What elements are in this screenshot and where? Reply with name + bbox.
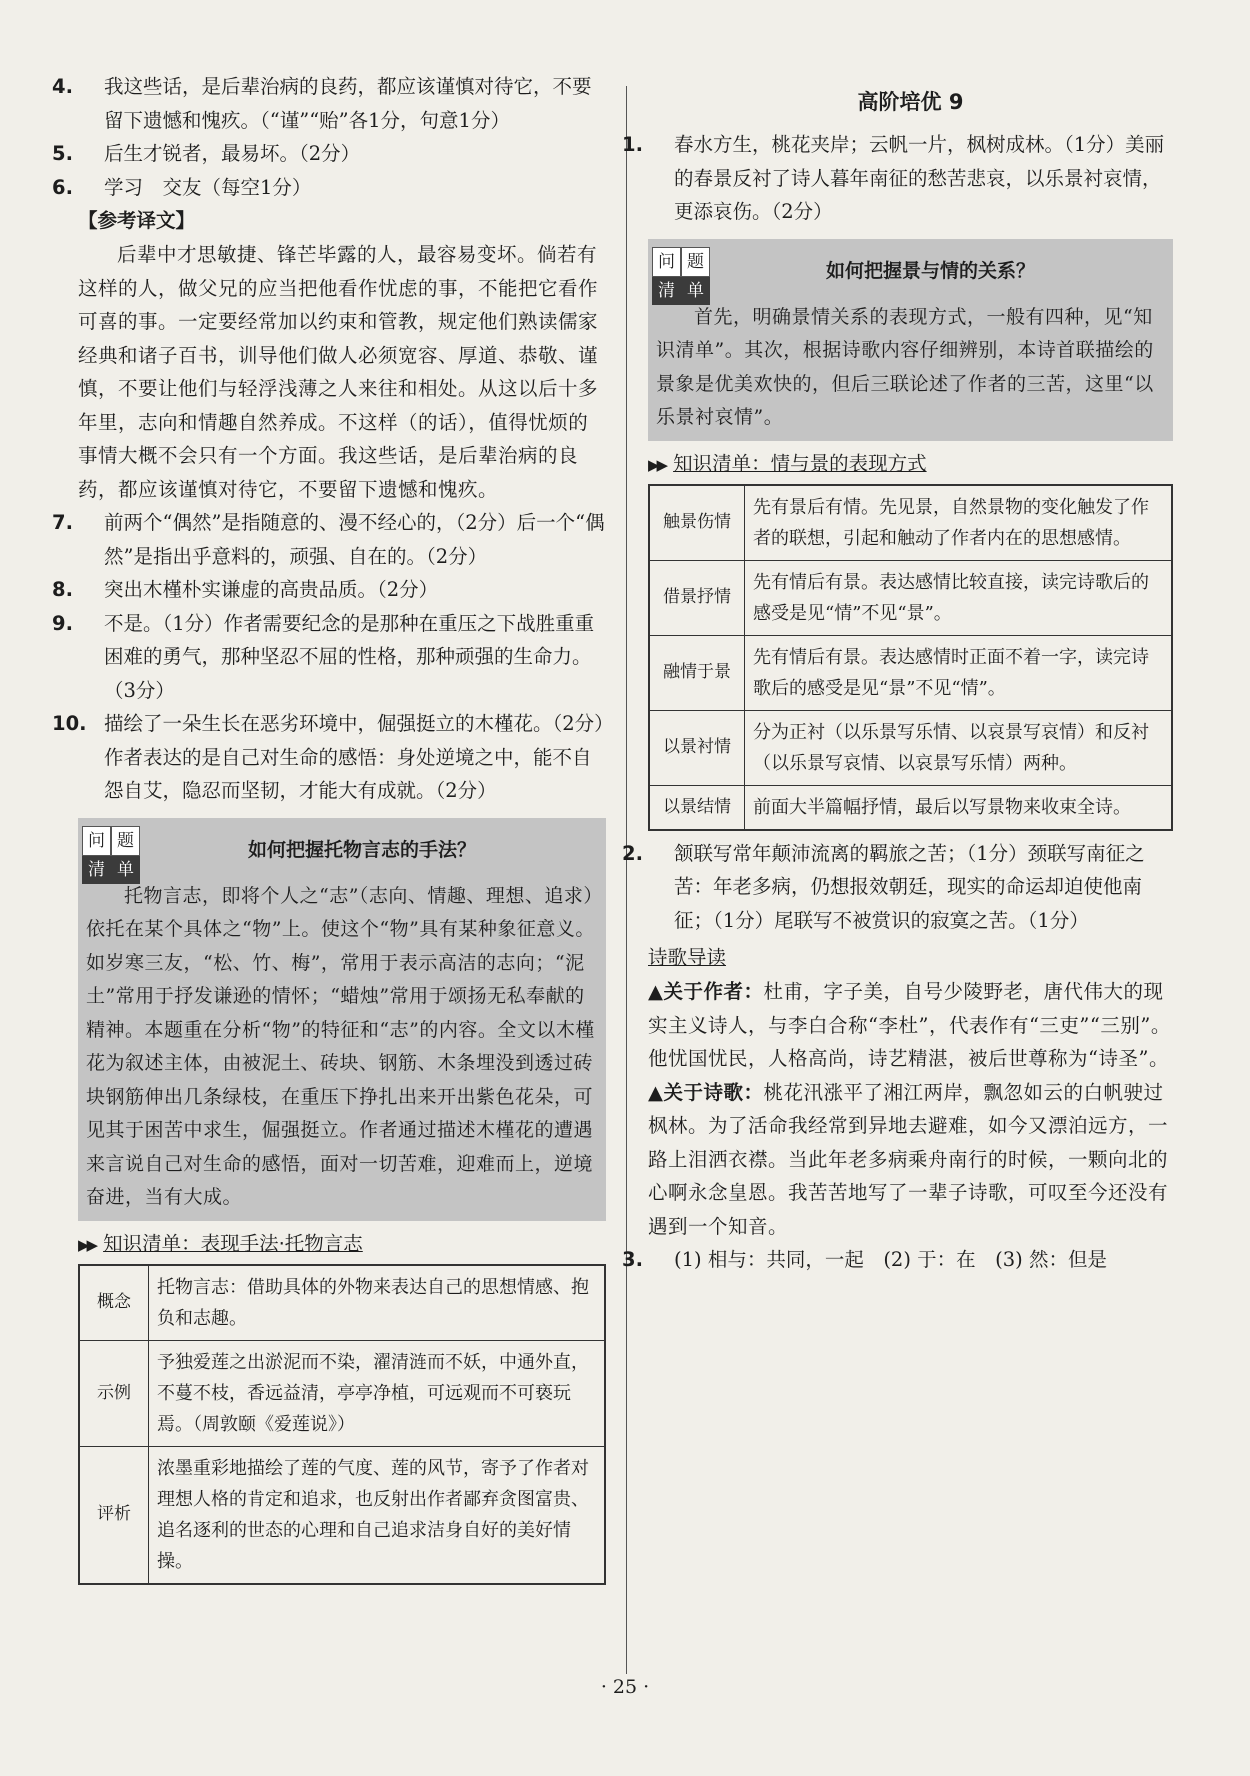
- answer-1: 1. 春水方生，桃花夹岸；云帆一片，枫树成林。（1分）美丽的春景反衬了诗人暮年南征的愁苦悲哀，以乐景衬哀情，更添哀伤。（2分）: [622, 133, 1165, 223]
- answer-8: 8. 突出木槿朴实谦虚的高贵品质。（2分）: [52, 578, 439, 601]
- answer-4: 4. 我这些话，是后辈治病的良药，都应该谨慎对待它，不要留下遗憾和愧疚。（“谨”“贻”各1分，句意1分）: [52, 75, 592, 132]
- translation-text: 后辈中才思敏捷、锋芒毕露的人，最容易变坏。倘若有这样的人，做父兄的应当把他看作忧虑的事，不能把它看作可喜的事。一定要经常加以约束和管教，规定他们熟读儒家经典和诸子百书，训导他们做人必须宽容、厚道、恭敬、谨慎，不要让他们与轻浮浅薄之人来往和相处。从这以后十多年里，志向和情趣自然养成。不这样（的话），值得忧烦的事情大概不会只有一个方面。我这些话，是后辈治病的良药，都应该谨慎对待它，不要留下遗憾和愧疚。: [78, 243, 599, 501]
- column-divider: [626, 86, 627, 1674]
- table-row: 借景抒情 先有情后有景。表达感情比较直接，读完诗歌后的感受是见“情”不见“景”。: [649, 560, 1172, 635]
- knowledge-table: [78, 1264, 606, 1585]
- knowledge-list-title: ▶▶ 知识清单：情与景的表现方式: [648, 451, 927, 475]
- table-row: 触景伤情 先有景后有情。先见景，自然景物的变化触发了作者的联想，引起和触动了作者内在的思想感情。: [649, 485, 1172, 561]
- box-title: 如何把握托物言志的手法？: [247, 838, 476, 861]
- about-author: ▲关于作者：杜甫，字子美，自号少陵野老，唐代伟大的现实主义诗人，与李白合称“李杜”，代表作有“三吏”“三别”。他忧国忧民，人格高尚，诗艺精湛，被后世尊称为“诗圣”。: [648, 980, 1171, 1070]
- question-list-box: [648, 239, 1173, 441]
- translation-label: 【参考译文】: [78, 209, 196, 232]
- knowledge-list-title: ▶▶ 知识清单：表现手法·托物言志: [78, 1231, 363, 1255]
- answer-9: 9. 不是。（1分）作者需要纪念的是那种在重压之下战胜重重困难的勇气，那种坚忍不屈的性格，那种顽强的生命力。（3分）: [52, 611, 595, 702]
- question-list-box: [78, 818, 606, 1221]
- answer-7: 7. 前两个“偶然”是指随意的、漫不经心的，（2分）后一个“偶然”是指出乎意料的，顽强、自在的。（2分）: [52, 511, 605, 568]
- answer-5: 5. 后生才锐者，最易坏。（2分）: [52, 142, 361, 165]
- answer-2: 2. 颔联写常年颠沛流离的羁旅之苦；（1分）颈联写南征之苦：年老多病，仍想报效朝廷，现实的命运却迫使他南征；（1分）尾联写不被赏识的寂寞之苦。（1分）: [622, 841, 1145, 932]
- left-column: [52, 70, 606, 1585]
- box-text: 首先，明确景情关系的表现方式，一般有四种，见“知识清单”。其次，根据诗歌内容仔细辨别，本诗首联描绘的景象是优美欢快的，但后三联论述了作者的三苦，这里“以乐景衬哀情”。: [656, 305, 1154, 428]
- double-arrow-icon: ▶▶: [648, 455, 666, 474]
- double-arrow-icon: ▶▶: [78, 1235, 96, 1254]
- answer-6: 6. 学习 交友（每空1分）: [52, 175, 312, 199]
- box-title: 如何把握景与情的关系？: [825, 259, 1035, 282]
- right-column: [622, 70, 1173, 1277]
- table-row: 融情于景 先有情后有景。表达感情时正面不着一字，读完诗歌后的感受是见“景”不见“情”。: [649, 635, 1172, 710]
- table-row: 评析 浓墨重彩地描绘了莲的气度、莲的风节，寄予了作者对理想人格的肯定和追求，也反射出作者鄙弃贪图富贵、追名逐利的世态的心理和自己追求洁身自好的美好情操。: [79, 1446, 605, 1584]
- section-title: 高阶培优 9: [857, 90, 964, 114]
- about-poem: ▲关于诗歌：桃花汛涨平了湘江两岸，飘忽如云的白帆驶过枫林。为了活命我经常到异地去避难，如今又漂泊远方，一路上泪洒衣襟。当此年老多病乘舟南行的时候，一颗向北的心啊永念皇恩。我苦苦地写了一辈子诗歌，可叹至今还没有遇到一个知音。: [648, 1080, 1169, 1238]
- page-number: · 25 ·: [600, 1676, 650, 1698]
- knowledge-table: [648, 484, 1173, 831]
- question-list-badge: 问 题 清 单: [652, 247, 710, 303]
- table-row: 概念 托物言志：借助具体的外物来表达自己的思想情感、抱负和志趣。: [79, 1265, 605, 1341]
- table-row: 以景结情 前面大半篇幅抒情，最后以写景物来收束全诗。: [649, 785, 1172, 830]
- table-row: 示例 予独爱莲之出淤泥而不染，濯清涟而不妖，中通外直，不蔓不枝，香远益清，亭亭净植，可远观而不可亵玩焉。（周敦颐《爱莲说》）: [79, 1340, 605, 1446]
- answer-3: 3. (1) 相与：共同，一起 (2) 于：在 (3) 然：但是: [622, 1248, 1107, 1271]
- box-text: 托物言志，即将个人之“志”（志向、情趣、理想、追求）依托在某个具体之“物”上。使这个“物”具有某种象征意义。如岁寒三友，“松、竹、梅”，常用于表示高洁的志向；“泥土”常用于抒发谦逊的情怀；“蜡烛”常用于颂扬无私奉献的精神。本题重在分析“物”的特征和“志”的内容。全文以木槿花为叙述主体，由被泥土、砖块、钢筋、木条埋没到透过砖块钢筋伸出几条绿枝，在重压下挣扎出来开出紫色花朵，可见其于困苦中求生，倔强挺立。作者通过描述木槿花的遭遇来言说自己对生命的感悟，面对一切苦难，迎难而上，逆境奋进，当有大成。: [86, 884, 595, 1208]
- poem-guide-title: 诗歌导读: [648, 946, 727, 969]
- answer-10: 10. 描绘了一朵生长在恶劣环境中，倔强挺立的木槿花。（2分）作者表达的是自己对生命的感悟：身处逆境之中，能不自怨自艾，隐忍而坚韧，才能大有成就。（2分）: [52, 712, 604, 802]
- question-list-badge: 问 题 清 单: [82, 826, 140, 882]
- table-row: 以景衬情 分为正衬（以乐景写乐情、以哀景写哀情）和反衬（以乐景写哀情、以哀景写乐情）两种。: [649, 710, 1172, 785]
